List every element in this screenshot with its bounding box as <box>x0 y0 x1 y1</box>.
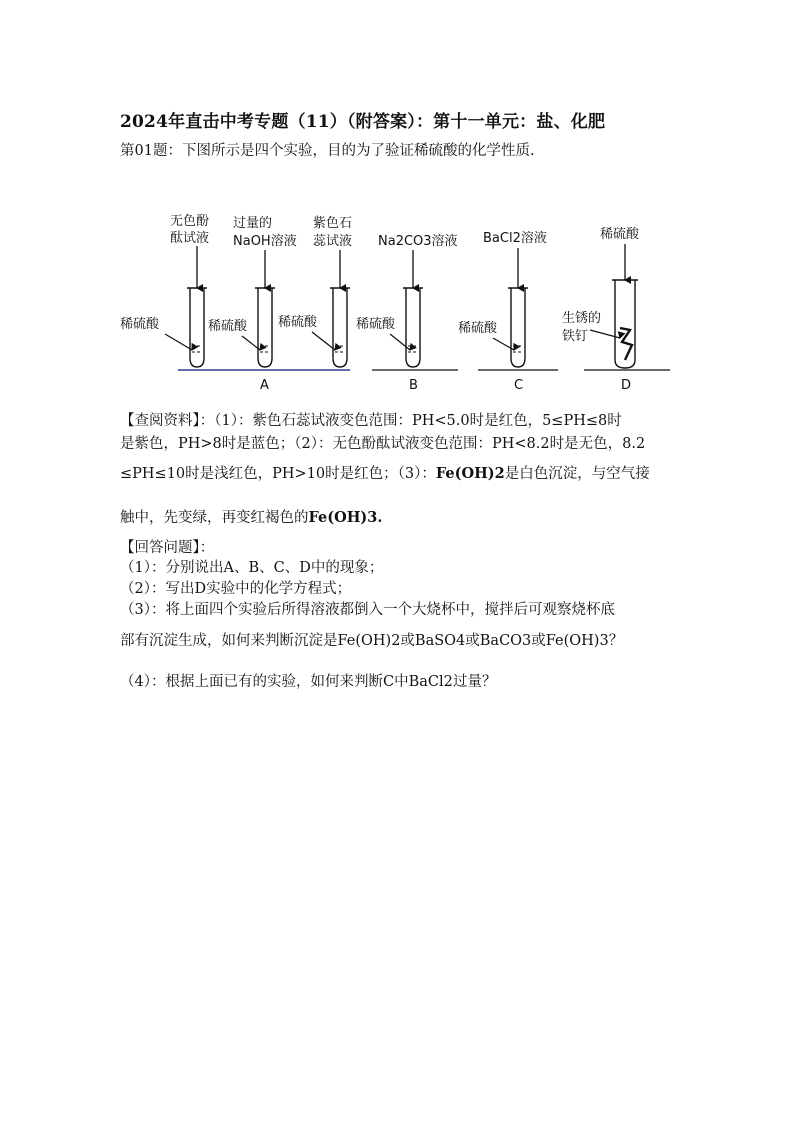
label-rusty-nail-1: 生锈的 <box>562 311 602 326</box>
label-acid-a3: 稀硫酸 <box>278 315 318 330</box>
info-line-1: 【查阅资料】：（1）：紫色石蕊试液变色范围：PH<5.0时是红色，5≤PH≤8时 <box>120 413 622 429</box>
formula-feoh2: Fe(OH)2 <box>435 465 505 482</box>
question-1: （1）：分别说出A、B、C、D中的现象； <box>120 560 384 576</box>
question-3-line-2: 部有沉淀生成，如何来判断沉淀是Fe(OH)2或BaSO4或BaCO3或Fe(OH)3？ <box>120 633 624 649</box>
questions-header: 【回答问题】： <box>120 540 215 556</box>
test-tube-a1 <box>190 288 204 367</box>
iron-nail <box>620 328 632 360</box>
test-tube-c <box>511 288 525 367</box>
info-line-3-a: ≤PH≤10时是浅红色，PH>10时是红色；（3）： <box>120 466 436 482</box>
label-phenolphthalein-2: 酞试液 <box>170 231 210 246</box>
label-acid-a1: 稀硫酸 <box>120 317 160 332</box>
label-dilute-sulfuric-acid-top: 稀硫酸 <box>600 227 640 242</box>
test-tube-a3 <box>333 288 347 367</box>
test-tube-a2 <box>258 288 272 367</box>
question-2: （2）：写出D实验中的化学方程式； <box>120 581 352 597</box>
label-bacl2: BaCl2溶液 <box>483 231 547 246</box>
document-title: 2024年直击中考专题（11）（附答案）：第十一单元：盐、化肥 <box>120 112 606 132</box>
test-tube-d <box>615 280 635 368</box>
label-naoh-2: NaOH溶液 <box>233 234 297 249</box>
label-phenolphthalein-1: 无色酚 <box>170 214 210 229</box>
group-label-a: A <box>260 378 269 393</box>
experiment-figure <box>110 200 680 400</box>
label-litmus-2: 蕊试液 <box>313 234 353 249</box>
info-line-3-b: 是白色沉淀，与空气接 <box>504 466 650 482</box>
label-naoh-1: 过量的 <box>233 216 273 231</box>
info-line-4 <box>120 506 382 527</box>
info-line-2: 是紫色，PH>8时是蓝色；（2）：无色酚酞试液变色范围：PH<8.2时是无色，8.2 <box>120 436 646 452</box>
group-label-c: C <box>514 378 524 393</box>
question-intro: 第01题：下图所示是四个实验，目的为了验证稀硫酸的化学性质. <box>120 143 535 159</box>
test-tube-b <box>406 288 420 367</box>
info-line-3 <box>120 462 650 483</box>
label-rusty-nail-2: 铁钉 <box>562 329 589 344</box>
info-line-4-a: 触中，先变绿，再变红褐色的 <box>120 510 309 526</box>
question-3-line-1: （3）：将上面四个实验后所得溶液都倒入一个大烧杯中，搅拌后可观察烧杯底 <box>120 602 615 618</box>
label-litmus-1: 紫色石 <box>313 216 353 231</box>
formula-feoh3: Fe(OH)3. <box>308 509 383 526</box>
question-4: （4）：根据上面已有的实验，如何来判断C中BaCl2过量？ <box>120 674 497 690</box>
group-label-d: D <box>621 378 632 393</box>
label-acid-a2: 稀硫酸 <box>208 319 248 334</box>
group-label-b: B <box>409 378 418 393</box>
test-tube-diagram <box>110 200 680 400</box>
label-na2co3: Na2CO3溶液 <box>378 234 458 249</box>
label-acid-c: 稀硫酸 <box>458 321 498 336</box>
label-acid-b: 稀硫酸 <box>356 317 396 332</box>
